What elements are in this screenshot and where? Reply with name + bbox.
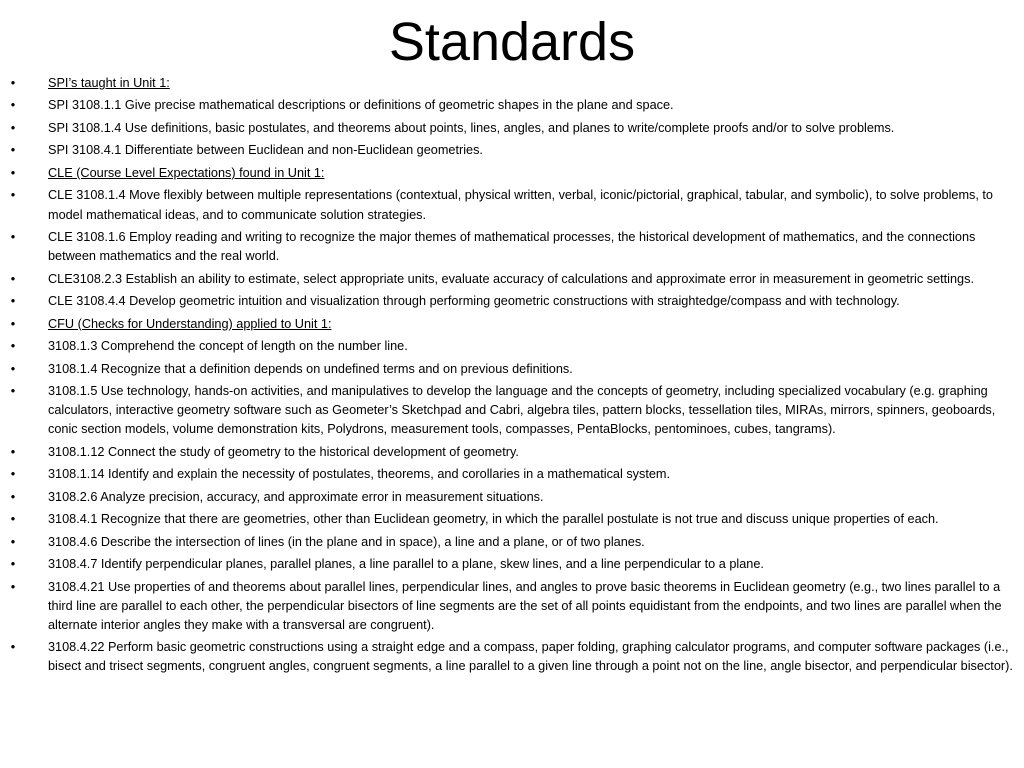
bullet-icon: • bbox=[10, 339, 16, 354]
list-item-text: CLE 3108.1.4 Move flexibly between multiple representations (contextual, physical written, verbal, iconic/pictorial, graphical, tabular, and symbolic), to solve problems, to model mathematical ideas, and to communicate solution strategies. bbox=[48, 188, 993, 222]
bullet-icon: • bbox=[10, 76, 16, 90]
list-item-text: SPI’s taught in Unit 1: bbox=[48, 76, 170, 90]
bullet-icon: • bbox=[10, 294, 16, 309]
bullet-icon: • bbox=[10, 534, 16, 549]
list-item-text: SPI 3108.4.1 Differentiate between Euclidean and non-Euclidean geometries. bbox=[48, 143, 483, 158]
list-item bbox=[0, 510, 1024, 529]
bullet-icon: • bbox=[10, 579, 16, 594]
list-item bbox=[0, 382, 1024, 439]
list-item bbox=[0, 555, 1024, 574]
list-item-text: 3108.2.6 Analyze precision, accuracy, and approximate error in measurement situations. bbox=[48, 489, 544, 504]
list-item-text: SPI 3108.1.1 Give precise mathematical descriptions or definitions of geometric shapes in the plane and space. bbox=[48, 98, 674, 113]
bullet-icon: • bbox=[10, 98, 16, 113]
bullet-icon: • bbox=[10, 165, 16, 180]
list-item-text: CLE (Course Level Expectations) found in Unit 1: bbox=[48, 165, 325, 180]
bullet-icon: • bbox=[10, 557, 16, 572]
bullet-icon: • bbox=[10, 384, 16, 398]
bullet-icon: • bbox=[10, 444, 16, 459]
list-item-text: 3108.4.22 Perform basic geometric constructions using a straight edge and a compass, paper folding, graphing calculator programs, and computer software packages (i.e., bisect and trisect segments, congruent angles, congruent segments, a line parallel to a given line through a point not on the line, angle bisector, and perpendicular bisector). bbox=[48, 640, 1013, 674]
list-item-text: 3108.1.4 Recognize that a definition depends on undefined terms and on previous definitions. bbox=[48, 361, 573, 376]
bullet-icon: • bbox=[10, 640, 16, 655]
bullet-heading-cle bbox=[0, 164, 1024, 183]
list-item bbox=[0, 533, 1024, 552]
list-item bbox=[0, 465, 1024, 484]
list-item bbox=[0, 638, 1024, 676]
bullet-icon: • bbox=[10, 316, 16, 331]
list-item bbox=[0, 96, 1024, 115]
list-item-text: 3108.4.6 Describe the intersection of lines (in the plane and in space), a line and a plane, or of two planes. bbox=[48, 534, 645, 549]
bullet-heading-cfu bbox=[0, 315, 1024, 334]
list-item-text: CLE 3108.1.6 Employ reading and writing to recognize the major themes of mathematical processes, the historical development of mathematics, and the connections between mathematics and the real world. bbox=[48, 230, 976, 264]
bullet-icon: • bbox=[10, 188, 16, 203]
list-item-text: 3108.1.12 Connect the study of geometry to the historical development of geometry. bbox=[48, 444, 519, 459]
standards-bullet-list bbox=[0, 74, 1024, 680]
list-item-text: 3108.1.14 Identify and explain the necessity of postulates, theorems, and corollaries in a mathematical system. bbox=[48, 467, 671, 482]
list-item bbox=[0, 270, 1024, 289]
bullet-icon: • bbox=[10, 143, 16, 158]
list-item-text: 3108.1.5 Use technology, hands-on activities, and manipulatives to develop the language and the concepts of geometry, including specialized vocabulary (e.g. graphing calculators, interactive geometry software such as Geometer’s Sketchpad and Cabri, algebra tiles, pattern blocks, tessellation tiles, MIRAs, mirrors, spinners, geoboards, conic section models, volume demonstration kits, Polydrons, measurement tools, compasses, PentaBlocks, pentominoes, cubes, tangrams). bbox=[48, 384, 996, 437]
list-item bbox=[0, 228, 1024, 266]
bullet-icon: • bbox=[10, 230, 16, 244]
list-item-text: CLE 3108.4.4 Develop geometric intuition and visualization through performing geometric constructions with straightedge/compass and with technology. bbox=[48, 294, 900, 309]
list-item-text: CFU (Checks for Understanding) applied to Unit 1: bbox=[48, 316, 332, 331]
slide-title: Standards bbox=[388, 12, 636, 72]
list-item-text: 3108.4.1 Recognize that there are geometries, other than Euclidean geometry, in which the parallel postulate is not true and discuss unique properties of each. bbox=[48, 512, 939, 527]
list-item-text: 3108.1.3 Comprehend the concept of length on the number line. bbox=[48, 339, 408, 354]
bullet-icon: • bbox=[10, 361, 16, 376]
list-item bbox=[0, 488, 1024, 507]
list-item-text: 3108.4.21 Use properties of and theorems about parallel lines, perpendicular lines, and angles to prove basic theorems in Euclidean geometry (e.g., two lines parallel to a third line are parallel to each other, the perpendicular bisectors of line segments are the set of all points equidistant from the endpoints, and two lines are parallel when the alternate interior angles they make with a transversal are congruent). bbox=[48, 579, 1002, 632]
list-item-text: SPI 3108.1.4 Use definitions, basic postulates, and theorems about points, lines, angles, and planes to write/complete proofs and/or to solve problems. bbox=[48, 120, 895, 135]
list-item bbox=[0, 186, 1024, 224]
bullet-icon: • bbox=[10, 489, 16, 504]
bullet-icon: • bbox=[10, 271, 16, 286]
list-item bbox=[0, 443, 1024, 462]
bullet-heading-spi bbox=[0, 74, 1024, 93]
list-item bbox=[0, 292, 1024, 311]
list-item bbox=[0, 119, 1024, 138]
list-item bbox=[0, 337, 1024, 356]
list-item bbox=[0, 578, 1024, 635]
bullet-icon: • bbox=[10, 512, 16, 527]
list-item-text: CLE3108.2.3 Establish an ability to estimate, select appropriate units, evaluate accuracy of calculations and approximate error in measurement in geometric settings. bbox=[48, 271, 974, 286]
list-item bbox=[0, 360, 1024, 379]
list-item-text: 3108.4.7 Identify perpendicular planes, parallel planes, a line parallel to a plane, skew lines, and a line perpendicular to a plane. bbox=[48, 557, 764, 572]
bullet-icon: • bbox=[10, 120, 16, 135]
list-item bbox=[0, 141, 1024, 160]
bullet-icon: • bbox=[10, 467, 16, 482]
